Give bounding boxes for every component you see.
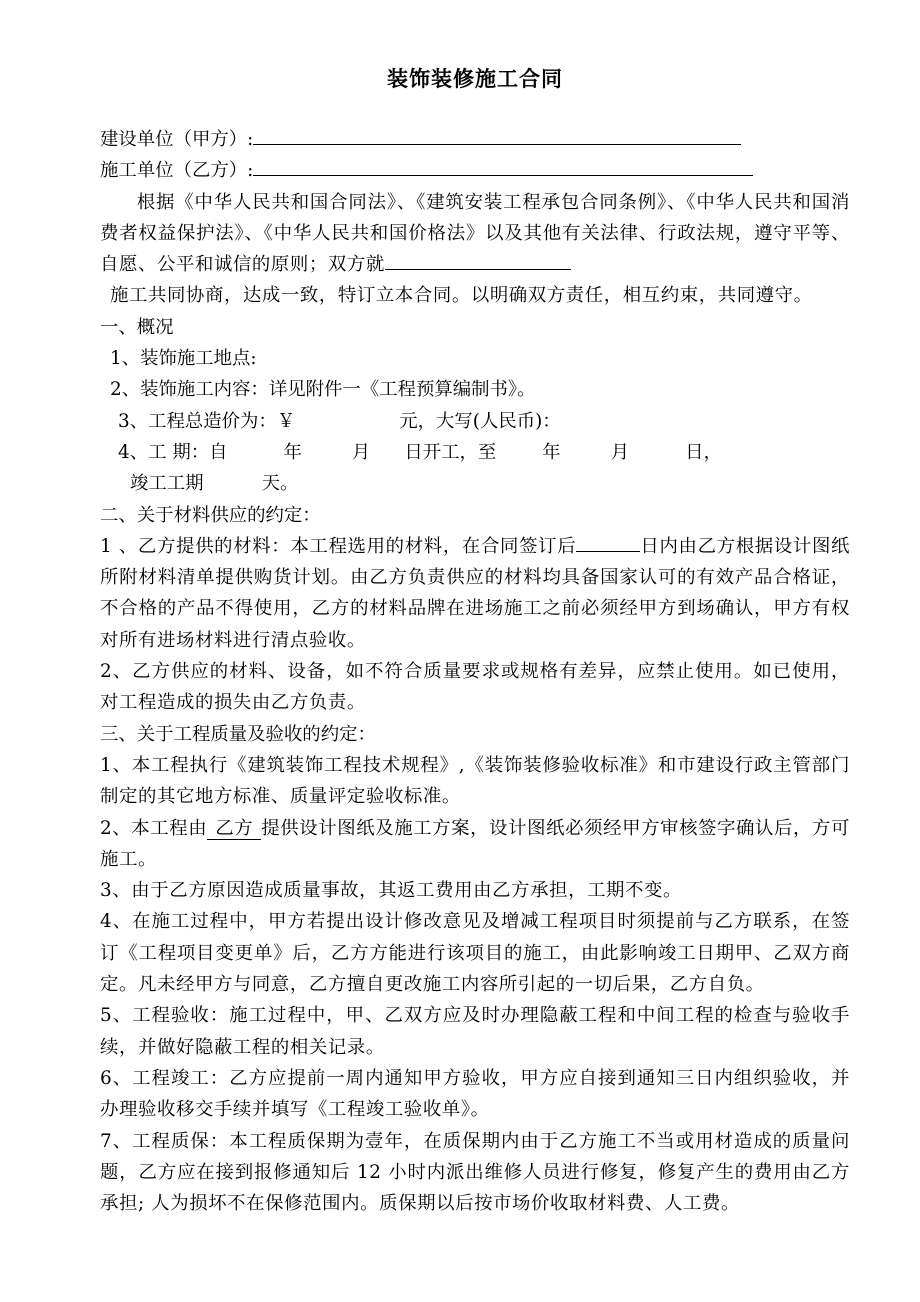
section3-item7: 7、工程质保：本工程质保期为壹年，在质保期内由于乙方施工不当或用材造成的质量问题，乙方应在接到报修通知后 12 小时内派出维修人员进行修复，修复产生的费用由乙方承担; 人为损坏不在保修范围内。质保期以后按市场价收取材料费、人工费。 [100, 1130, 850, 1215]
section2-heading: 二、关于材料供应的约定： [100, 504, 321, 526]
end-day-label: 日， [685, 441, 722, 463]
party-a-label: 建设单位（甲方）: [100, 129, 254, 150]
total-price-words-label: 元，大写(人民币)： [399, 410, 561, 432]
start-year-label: 年 [283, 441, 302, 463]
design-party-field: 乙方 [207, 819, 261, 840]
section1-item3 [100, 406, 850, 437]
contract-page [100, 64, 850, 1219]
section3-item2 [100, 813, 850, 876]
section2-item2: 2、乙方供应的材料、设备，如不符合质量要求或规格有差异，应禁止使用。如已使用，对工程造成的损失由乙方负责。 [100, 661, 850, 714]
section1-item2: 2、装饰施工内容：详见附件一《工程预算编制书》。 [110, 379, 536, 401]
section2-item1-text-b: 日内由乙方根据设计图纸所附材料清单提供购货计划。由乙方负责供应的材料均具备国家认可的有效产品合格证，不合格的产品不得使用，乙方的材料品牌在进场施工之前必须经甲方到场确认，甲方有权对所有进场材料进行清点验收。 [100, 535, 850, 651]
section1-item4-duration [100, 468, 850, 499]
section3-item4: 4、在施工过程中，甲方若提出设计修改意见及增减工程项目时须提前与乙方联系，在签订《工程项目变更单》后，乙方方能进行该项目的施工，由此影响竣工日期甲、乙双方商定。凡未经甲方与同意，乙方擅自更改施工内容所引起的一切后果，乙方自负。 [100, 911, 850, 996]
preamble-text: 根据《中华人民共和国合同法》、《建筑安装工程承包合同条例》、《中华人民共和国消费者权益保护法》、《中华人民共和国价格法》以及其他有关法律、行政法规，遵守平等、自愿、公平和诚信的原则；双方就 [100, 191, 850, 276]
party-a-line [100, 124, 850, 155]
section1-item1: 1、装饰施工地点: [110, 348, 257, 370]
preamble-paragraph [100, 187, 850, 281]
section3-item2-text-b: 提供设计图纸及施工方案，设计图纸必须经甲方审核签字确认后，方可施工。 [100, 817, 850, 870]
section3-item2-text-a: 2、本工程由 [100, 817, 208, 839]
preamble-continuation: 施工共同协商，达成一致，特订立本合同。以明确双方责任，相互约束，共同遵守。 [110, 285, 813, 307]
party-b-line [100, 155, 850, 186]
total-price-label: 3、工程总造价为：￥ [118, 410, 296, 432]
section3-item6: 6、工程竣工：乙方应提前一周内通知甲方验收，甲方应自接到通知三日内组织验收，并办理验收移交手续并填写《工程竣工验收单》。 [100, 1067, 850, 1121]
duration-unit: 天。 [261, 473, 299, 495]
section2-item1 [100, 531, 850, 656]
section1-item4 [100, 437, 850, 468]
duration-label: 竣工工期 [130, 473, 204, 495]
period-label: 4、工 期：自 [118, 441, 228, 463]
section3-item1: 1、本工程执行《建筑装饰工程技术规程》,《装饰装修验收标准》和市建设行政主管部门制定的其它地方标准、质量评定验收标准。 [100, 754, 850, 808]
party-a-blank [253, 125, 741, 145]
start-day-label: 日开工，至 [404, 441, 497, 463]
start-month-label: 月 [351, 441, 371, 463]
section1-heading: 一、概况 [100, 316, 174, 338]
end-month-label: 月 [610, 441, 630, 463]
party-b-blank [253, 156, 753, 176]
section3-heading: 三、关于工程质量及验收的约定： [100, 723, 376, 745]
project-name-blank [385, 250, 571, 270]
days-blank [576, 532, 640, 552]
document-title: 装饰装修施工合同 [387, 66, 563, 91]
section2-item1-text-a: 1 、乙方提供的材料：本工程选用的材料，在合同签订后 [100, 535, 577, 557]
section3-item5: 5、工程验收：施工过程中，甲、乙双方应及时办理隐蔽工程和中间工程的检查与验收手续，并做好隐蔽工程的相关记录。 [100, 1005, 850, 1058]
section3-item3: 3、由于乙方原因造成质量事故，其返工费用由乙方承担，工期不变。 [100, 880, 683, 902]
end-year-label: 年 [542, 441, 561, 463]
party-b-label: 施工单位（乙方）: [100, 160, 254, 182]
